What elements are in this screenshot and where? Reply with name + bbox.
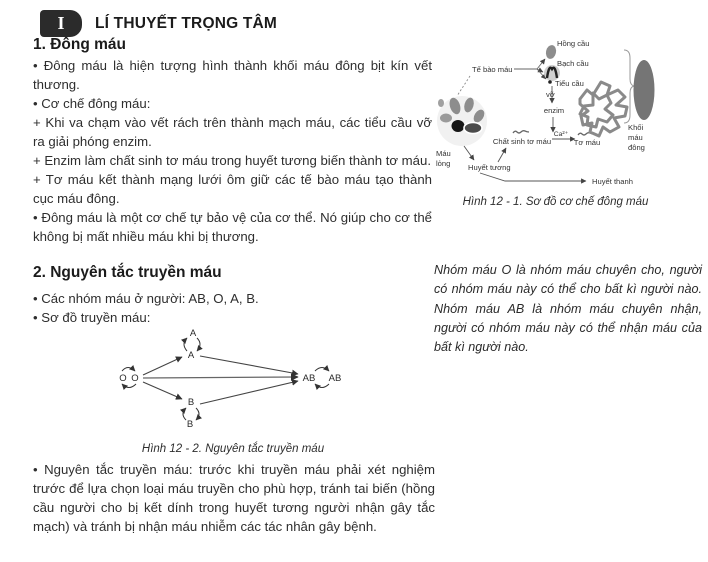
a-self-loop-arrow [184,338,187,351]
page-header [40,10,277,37]
node-ab-recipient: AB [302,373,316,384]
arrow-plasma-to-fibrinogen [498,148,506,162]
fibrinogen-strand-icon [513,131,529,133]
label-break: vỡ [546,90,555,99]
paragraph: + Enzim làm chất sinh tơ máu trong huyết tương biến thành tơ máu. [33,153,431,168]
arrow-plasma-to-serum [480,173,586,181]
section2-closing [33,460,435,538]
paragraph: + Tơ máu kết thành mạng lưới ôm giữ các tế bào máu tạo thành cục máu đông. [33,172,432,206]
label-platelet: Tiểu cầu [555,79,584,88]
paragraph: • Nguyên tắc truyền máu: trước khi truyền máu phải xét nghiệm trước để lựa chọn loại máu truyền cho phù hợp, tránh tai biến (hồng cầu người cho bị kết dính trong huyết tương người nhận gây tắc mạch) và tránh bị nhận máu nhiễm các tác nhân gây bệnh. [33,462,435,534]
label-clot: máu [628,133,643,142]
liquid-blood-illustration [437,96,487,146]
margin-note: Nhóm máu O là nhóm máu chuyên cho, người có nhóm máu này có thể cho bất kì người nào. Nhóm máu AB là nhóm máu chuyên nhận, người có nhóm máu này có thể nhận máu của bất kì người nào. [434,263,702,355]
label-plasma: Huyết tương [468,163,511,172]
a-self-loop-arrow [197,338,200,351]
arrow-a-to-ab [200,356,298,374]
node-o-donor: O [119,373,127,384]
section2-heading: 2. Nguyên tắc truyền máu [33,264,222,281]
node-ab: AB [328,373,342,384]
blood-clot-icon [634,60,655,120]
node-o: O [131,373,139,384]
node-b: B [187,397,195,408]
platelet-icon [548,80,552,84]
red-blood-cell-icon [545,44,558,60]
label-clot: Khối [628,123,644,132]
label-clot: đông [628,143,645,152]
section-badge [40,10,82,37]
bullet-line: • Sơ đồ truyền máu: [33,310,151,325]
label-red-cell: Hồng cầu [557,39,590,48]
b-self-loop-arrow [196,408,199,420]
node-a-loop: A [189,328,197,339]
label-liquid-blood: Máu [436,149,451,158]
arrow-o-to-ab [143,377,298,378]
label-fibrin: Tơ máu [573,138,601,147]
label-blood-cells: Tế bào máu [472,65,513,74]
transfusion-diagram [95,325,355,440]
node-b-loop: B [186,419,194,430]
label-serum: Huyết thanh [592,177,633,186]
o-self-loop-arrow [122,384,136,388]
ab-self-loop-arrow [315,384,329,388]
figure2-caption: Hình 12 - 2. Nguyên tắc truyền máu [141,443,325,455]
clotting-diagram [428,33,678,191]
fibrin-mesh-illustration [580,82,627,136]
label-enzyme: enzim [543,106,565,115]
ab-self-loop-arrow [315,368,329,372]
arrow-o-to-b [143,382,182,399]
label-liquid-blood: lỏng [436,159,451,168]
o-self-loop-arrow [122,368,135,372]
branch-arrow [537,59,545,69]
node-a: A [187,350,195,361]
paragraph: + Khi va chạm vào vết rách trên thành mạch máu, các tiểu cầu vỡ ra giải phóng enzim. [33,115,432,149]
label-white-cell: Bạch cầu [557,59,589,68]
arrow-o-to-a [143,357,182,375]
paragraph: • Đông máu là một cơ chế tự bảo vệ của cơ thể. Nó giúp cho cơ thể không bị mất nhiều máu khi bị thương. [33,210,432,244]
section1-heading: 1. Đông máu [33,36,127,53]
bullet-line: • Các nhóm máu ở người: AB, O, A, B. [33,291,259,306]
section2-bullets [33,289,432,327]
figure1-caption: Hình 12 - 1. Sơ đồ cơ chế đông máu [462,196,649,208]
connector-line [457,76,470,96]
paragraph: • Cơ chế đông máu: [33,96,151,111]
section1-paragraphs [33,56,432,266]
section-badge-label: I [57,13,65,33]
b-self-loop-arrow [183,408,186,420]
page-title: LÍ THUYẾT TRỌNG TÂM [95,14,278,32]
label-calcium: Ca²⁺ [553,131,569,138]
arrow-b-to-ab [200,381,298,404]
label-fibrinogen: Chất sinh tơ máu [492,137,552,146]
arrow-to-plasma [464,146,474,160]
paragraph: • Đông máu là hiện tượng hình thành khối máu đông bịt kín vết thương. [33,58,432,92]
